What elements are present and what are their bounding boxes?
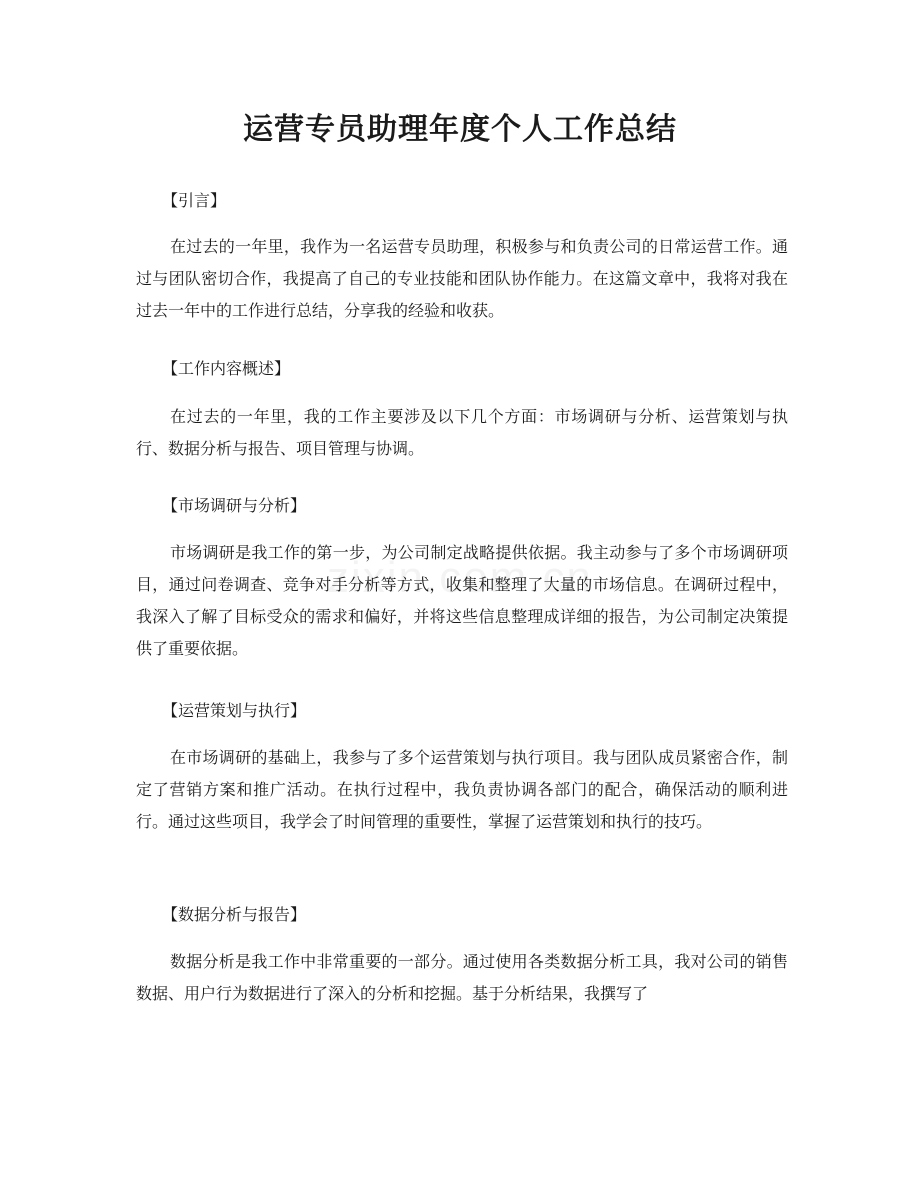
section-heading: 【市场调研与分析】 xyxy=(162,496,307,515)
section-data-analysis-body xyxy=(136,946,788,1010)
section-heading: 【运营策划与执行】 xyxy=(162,701,307,720)
section-paragraph: 在市场调研的基础上，我参与了多个运营策划与执行项目。我与团队成员紧密合作，制定了营销方案和推广活动。在执行过程中，我负责协调各部门的配合，确保活动的顺利进行。通过这些项目，我学会了时间管理的重要性，掌握了运营策划和执行的技巧。 xyxy=(136,748,788,831)
section-operations-planning xyxy=(136,700,788,722)
section-work-overview xyxy=(136,358,788,380)
section-heading: 【工作内容概述】 xyxy=(162,359,291,378)
section-market-research-body xyxy=(136,537,788,665)
section-paragraph: 在过去的一年里，我的工作主要涉及以下几个方面：市场调研与分析、运营策划与执行、数据分析与报告、项目管理与协调。 xyxy=(136,407,788,458)
section-paragraph: 市场调研是我工作的第一步，为公司制定战略提供依据。我主动参与了多个市场调研项目，通过问卷调查、竞争对手分析等方式，收集和整理了大量的市场信息。在调研过程中，我深入了解了目标受众的需求和偏好，并将这些信息整理成详细的报告，为公司制定决策提供了重要依据。 xyxy=(136,543,788,658)
section-work-overview-body xyxy=(136,401,788,465)
section-heading: 【引言】 xyxy=(162,191,227,210)
section-market-research xyxy=(136,495,788,517)
section-introduction-body xyxy=(136,231,788,327)
document-title: 运营专员助理年度个人工作总结 xyxy=(243,112,677,147)
section-introduction xyxy=(136,190,788,212)
section-paragraph: 在过去的一年里，我作为一名运营专员助理，积极参与和负责公司的日常运营工作。通过与团队密切合作，我提高了自己的专业技能和团队协作能力。在这篇文章中，我将对我在过去一年中的工作进行总结，分享我的经验和收获。 xyxy=(136,237,788,320)
section-data-analysis xyxy=(136,904,788,926)
section-operations-planning-body xyxy=(136,742,788,838)
section-paragraph: 数据分析是我工作中非常重要的一部分。通过使用各类数据分析工具，我对公司的销售数据、用户行为数据进行了深入的分析和挖掘。基于分析结果，我撰写了 xyxy=(136,952,788,1003)
section-heading: 【数据分析与报告】 xyxy=(162,905,307,924)
